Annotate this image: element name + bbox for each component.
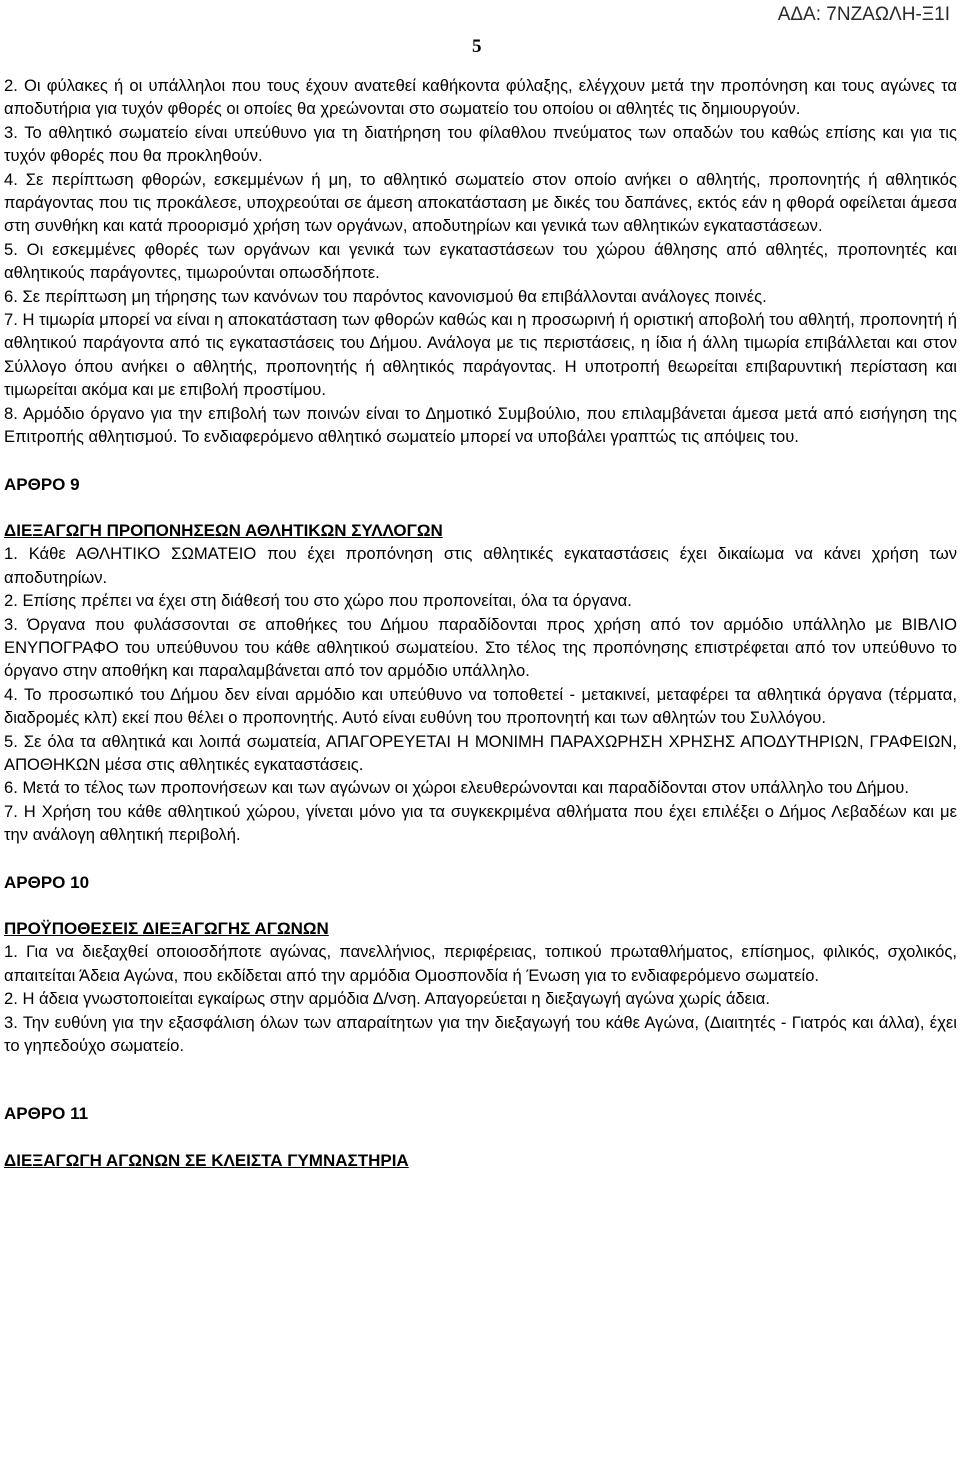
paragraph: 3. Το αθλητικό σωματείο είναι υπεύθυνο για τη διατήρηση του φίλαθλου πνεύματος των οπαδών του καθώς επίσης και για τις τυχόν φθορές που θα προκληθούν.	[4, 122, 957, 166]
paragraph: 1. Για να διεξαχθεί οποιοσδήποτε αγώνας, πανελλήνιος, περιφέρειας, τοπικού πρωταθλήματος, επίσημος, φιλικός, σχολικός, απαιτείται Άδεια Αγώνα, που εκδίδεται από την αρμόδια Ομοσπονδία ή Ένωση για το ενδιαφερόμενο σωματείο.	[4, 942, 957, 985]
paragraph: 3. Την ευθύνη για την εξασφάλιση όλων των απαραίτητων για την διεξαγωγή του κάθε Αγώνα, (Διαιτητές - Γιατρός και άλλα), έχει το γηπεδούχο σωματείο.	[4, 1012, 957, 1056]
paragraph: 6. Μετά το τέλος των προπονήσεων και των αγώνων οι χώροι ελευθερώνονται και παραδίδονται στον υπάλληλο του Δήμου.	[4, 778, 909, 798]
paragraph: 2. Οι φύλακες ή οι υπάλληλοι που τους έχουν ανατεθεί καθήκοντα φύλαξης, ελέγχουν μετά την προπόνηση και τους αγώνες τα αποδυτήρια για τυχόν φθορές οι οποίες θα χρεώνονται στο σωματείο του οποίου οι αθλητές τις δημιουργούν.	[4, 76, 957, 119]
paragraph: 7. Η τιμωρία μπορεί να είναι η αποκατάσταση των φθορών καθώς και η προσωρινή ή οριστική αποβολή του αθλητή, προπονητή ή αθλητικού παράγοντα από τις εγκαταστάσεις του Δήμου. Ανάλογα με τις περιστάσεις, η ίδια ή άλλη τιμωρία επιβάλλεται και στον Σύλλογο όπου ανήκει ο αθλητής, προπονητής ή αθλητικός παράγοντας. Η υποτροπή θεωρείται επιβαρυντική περίσταση και τιμωρείται ακόμα και με επιβολή προστίμου.	[4, 310, 957, 400]
paragraph: 5. Οι εσκεμμένες φθορές των οργάνων και γενικά των εγκαταστάσεων του χώρου άθλησης από αθλητές, προπονητές και αθλητικούς παράγοντες, τιμωρούνται οπωσδήποτε.	[4, 239, 957, 283]
paragraph: 7. Η Χρήση του κάθε αθλητικού χώρου, γίνεται μόνο για τα συγκεκριμένα αθλήματα που έχει επιλέξει ο Δήμος Λεβαδέων και με την ανάλογη αθλητική περιβολή.	[4, 801, 957, 845]
paragraph: 2. Επίσης πρέπει να έχει στη διάθεσή του στο χώρο που προπονείται, όλα τα όργανα.	[4, 591, 632, 611]
article-10-title: ΠΡΟΫΠΟΘΕΣΕΙΣ ΔΙΕΞΑΓΩΓΗΣ ΑΓΩΝΩΝ	[4, 919, 329, 938]
paragraph: 6. Σε περίπτωση μη τήρησης των κανόνων του παρόντος κανονισμού θα επιβάλλονται ανάλογες ποινές.	[4, 286, 767, 306]
paragraph: 5. Σε όλα τα αθλητικά και λοιπά σωματεία, ΑΠΑΓΟΡΕΥΕΤΑΙ Η ΜΟΝΙΜΗ ΠΑΡΑΧΩΡΗΣΗ ΧΡΗΣΗΣ ΑΠΟΔΥΤΗΡΙΩΝ, ΓΡΑΦΕΙΩΝ, ΑΠΟΘΗΚΩΝ μέσα στις αθλητικές εγκαταστάσεις.	[4, 731, 957, 774]
paragraph: 2. Η άδεια γνωστοποιείται εγκαίρως στην αρμόδια Δ/νση. Απαγορεύεται η διεξαγωγή αγώνα χωρίς άδεια.	[4, 989, 770, 1009]
paragraph: 3. Όργανα που φυλάσσονται σε αποθήκες του Δήμου παραδίδονται προς χρήση από τον αρμόδιο υπάλληλο με ΒΙΒΛΙΟ ΕΝΥΠΟΓΡΑΦΟ του υπεύθυνου του κάθε αθλητικού σωματείου. Στο τέλος της προπόνησης επιστρέφεται από τον υπεύθυνο το όργανο στην αποθήκη και παραλαμβάνεται από τον αρμόδιο υπάλληλο.	[4, 614, 957, 681]
paragraph: 4. Σε περίπτωση φθορών, εσκεμμένων ή μη, το αθλητικό σωματείο στον οποίο ανήκει ο αθλητής, προπονητής ή αθλητικός παράγοντας που τις προκάλεσε, υποχρεούται σε άμεση αποκατάσταση με δικές του δαπάνες, εκτός εάν η φθορά οφείλεται άμεσα στη συνθήκη και κατά προορισμό χρήση των οργάνων, αποδυτηρίων και γενικά των αθλητικών εγκαταστάσεων.	[4, 169, 957, 236]
page-number: 5	[472, 36, 482, 57]
paragraph: 1. Κάθε ΑΘΛΗΤΙΚΟ ΣΩΜΑΤΕΙΟ που έχει προπόνηση στις αθλητικές εγκαταστάσεις έχει δικαίωμα να κάνει χρήση των αποδυτηρίων.	[4, 544, 957, 587]
article-9-label: ΑΡΘΡΟ 9	[4, 474, 80, 494]
article-11-label: ΑΡΘΡΟ 11	[4, 1104, 89, 1124]
paragraph: 4. Το προσωπικό του Δήμου δεν είναι αρμόδιο και υπεύθυνο να τοποθετεί - μετακινεί, μεταφέρει τα αθλητικά όργανα (τέρματα, διαδρομές κλπ) εκεί που θέλει ο προπονητής. Αυτό είναι ευθύνη του προπονητή και των αθλητών του Συλλόγου.	[4, 684, 957, 728]
document-body	[4, 74, 957, 1172]
article-10-label: ΑΡΘΡΟ 10	[4, 872, 90, 892]
article-9-title: ΔΙΕΞΑΓΩΓΗ ΠΡΟΠΟΝΗΣΕΩΝ ΑΘΛΗΤΙΚΩΝ ΣΥΛΛΟΓΩΝ	[4, 520, 443, 540]
article-11-title: ΔΙΕΞΑΓΩΓΗ ΑΓΩΝΩΝ ΣΕ ΚΛΕΙΣΤΑ ΓΥΜΝΑΣΤΗΡΙΑ	[4, 1150, 409, 1170]
paragraph: 8. Αρμόδιο όργανο για την επιβολή των ποινών είναι το Δημοτικό Συμβούλιο, που επιλαμβάνεται άμεσα μετά από εισήγηση της Επιτροπής αθλητισμού. Το ενδιαφερόμενο αθλητικό σωματείο μπορεί να υποβάλει γραπτώς τις απόψεις του.	[4, 403, 957, 447]
ada-code: ΑΔΑ: 7ΝΖΑΩΛΗ-Ξ1Ι	[777, 4, 950, 25]
